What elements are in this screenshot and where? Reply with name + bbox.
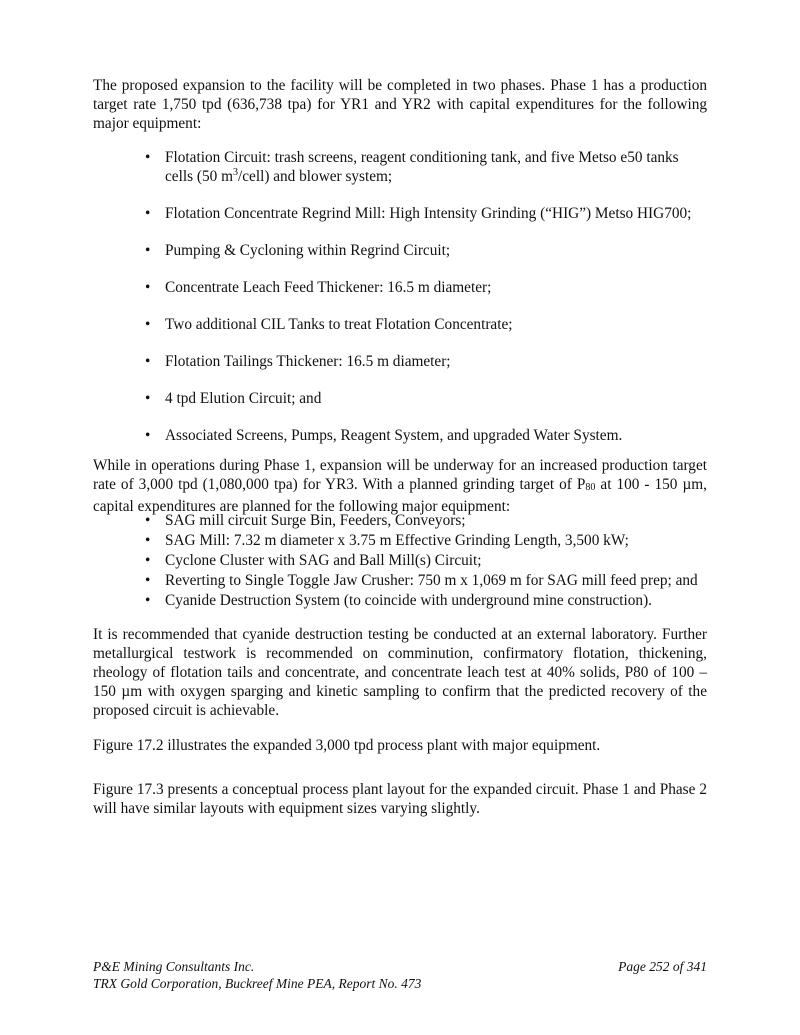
list-item <box>93 591 707 610</box>
list-item <box>93 204 707 223</box>
bullet: • <box>145 279 151 296</box>
phase2-paragraph <box>93 456 707 516</box>
list-item <box>93 551 707 570</box>
bullet: • <box>145 390 151 407</box>
figure-17-2-paragraph: Figure 17.2 illustrates the expanded 3,000 tpd process plant with major equipment. <box>93 737 601 754</box>
bullet: • <box>145 427 151 444</box>
list-item <box>93 571 707 590</box>
item-text: Associated Screens, Pumps, Reagent System, and upgraded Water System. <box>165 427 623 444</box>
list-item <box>93 511 707 530</box>
list-item <box>93 426 707 445</box>
recommendation-paragraph: It is recommended that cyanide destruction testing be conducted at an external laboratory. Further metallurgical testwork is recommended on comminution, confirmatory flotation, thickening, rheology of flotation tails and concentrate, and concentrate leach test at 40% solids, P80 of 100 – 150 µm with oxygen sparging and kinetic sampling to confirm that the predicted recovery of the proposed circuit is achievable. <box>93 626 707 719</box>
item-text: Cyanide Destruction System (to coincide with underground mine construction). <box>165 592 652 609</box>
text: at 100 - 150 µm, capital expenditures are planned for the following major equipment: <box>93 476 708 515</box>
list-item <box>93 531 707 550</box>
phase1-equipment-list <box>93 148 707 463</box>
item-text: 4 tpd Elution Circuit; and <box>165 390 322 407</box>
phase2-equipment-list <box>93 511 707 611</box>
item-text: Reverting to Single Toggle Jaw Crusher: 750 m x 1,069 m for SAG mill feed prep; and <box>165 572 698 589</box>
item-text: Flotation Tailings Thickener: 16.5 m diameter; <box>165 353 451 370</box>
bullet: • <box>145 592 151 609</box>
bullet: • <box>145 353 151 370</box>
text: While in operations during Phase 1, expansion will be underway for an increased production target rate of 3,000 tpd (1,080,000 tpa) for YR3. With a planned grinding target of P <box>93 457 707 493</box>
page-number: Page 252 of 341 <box>618 959 707 974</box>
list-item <box>93 352 707 371</box>
list-item <box>93 389 707 408</box>
list-item <box>93 241 707 260</box>
item-text: Cyclone Cluster with SAG and Ball Mill(s) Circuit; <box>165 552 482 569</box>
intro-paragraph: The proposed expansion to the facility will be completed in two phases. Phase 1 has a production target rate 1,750 tpd (636,738 tpa) for YR1 and YR2 with capital expenditures for the following major equipment: <box>93 77 707 132</box>
bullet: • <box>145 552 151 569</box>
item-text: Pumping & Cycloning within Regrind Circuit; <box>165 242 451 259</box>
item-text: SAG mill circuit Surge Bin, Feeders, Conveyors; <box>165 512 466 529</box>
page-footer <box>93 958 707 992</box>
figure-17-3-paragraph: Figure 17.3 presents a conceptual process plant layout for the expanded circuit. Phase 1 and Phase 2 will have similar layouts with equipment sizes varying slightly. <box>93 781 707 817</box>
bullet: • <box>145 242 151 259</box>
bullet: • <box>145 572 151 589</box>
item-text: Flotation Concentrate Regrind Mill: High Intensity Grinding (“HIG”) Metso HIG700; <box>165 205 692 222</box>
bullet: • <box>145 532 151 549</box>
footer-company: P&E Mining Consultants Inc. <box>93 959 255 974</box>
bullet: • <box>145 149 151 166</box>
item-text: /cell) and blower system; <box>237 168 393 185</box>
item-text: Concentrate Leach Feed Thickener: 16.5 m diameter; <box>165 279 492 296</box>
bullet: • <box>145 316 151 333</box>
item-text: SAG Mill: 7.32 m diameter x 3.75 m Effective Grinding Length, 3,500 kW; <box>165 532 629 549</box>
subscript: 80 <box>585 482 596 493</box>
list-item <box>93 148 707 186</box>
bullet: • <box>145 205 151 222</box>
item-text: Two additional CIL Tanks to treat Flotation Concentrate; <box>165 316 513 333</box>
list-item <box>93 315 707 334</box>
superscript: 3 <box>232 166 238 178</box>
footer-report: TRX Gold Corporation, Buckreef Mine PEA, Report No. 473 <box>93 976 422 991</box>
list-item <box>93 278 707 297</box>
item-text: Flotation Circuit: trash screens, reagent conditioning tank, and five Metso e50 tanks cells (50 m <box>165 149 679 185</box>
bullet: • <box>145 512 151 529</box>
